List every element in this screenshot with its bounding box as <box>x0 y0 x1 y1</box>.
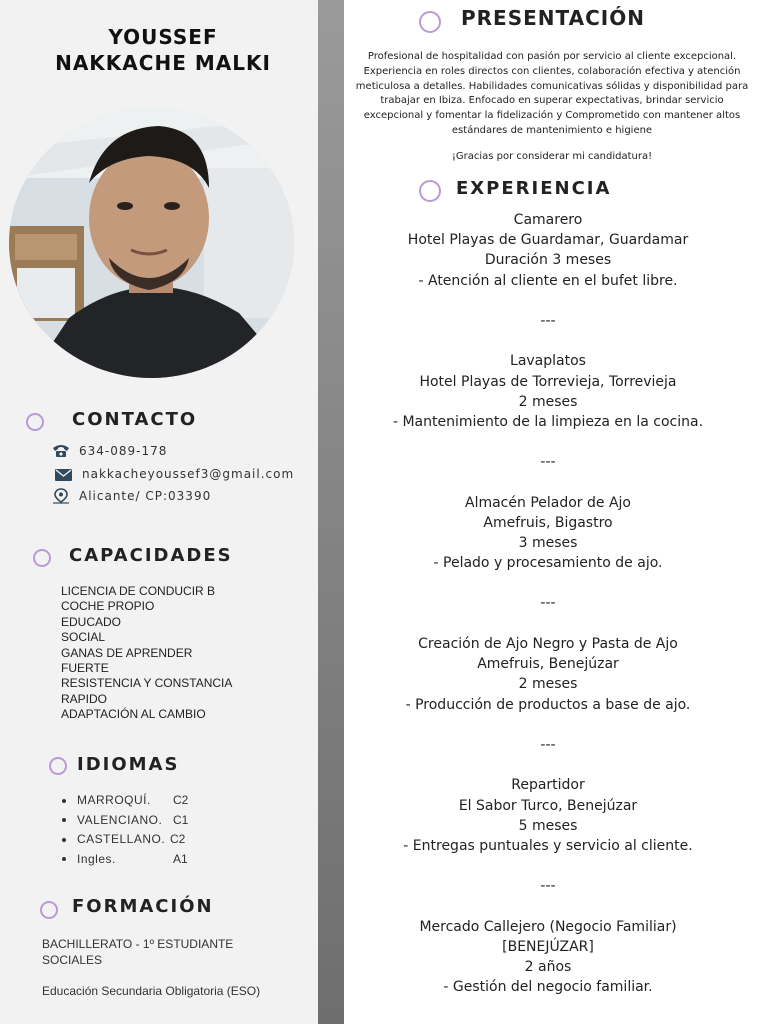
bullet-icon <box>62 799 66 803</box>
job-separator: --- <box>540 454 556 471</box>
name-line-2: NAKKACHE MALKI <box>55 51 271 75</box>
contact-email <box>54 466 294 482</box>
job-separator: --- <box>540 736 556 753</box>
presentation-marker-icon <box>419 11 441 33</box>
job-company: Amefruis, Bigastro <box>483 514 613 531</box>
experience-list <box>354 210 742 997</box>
presentation-heading: PRESENTACIÓN <box>461 6 645 30</box>
job-entry <box>354 634 742 715</box>
job-duration: 5 meses <box>518 817 578 834</box>
job-company: Amefruis, Benejúzar <box>477 656 619 673</box>
experience-heading: EXPERIENCIA <box>456 178 612 199</box>
language-name: Ingles. <box>77 851 116 866</box>
language-level: C2 <box>170 832 186 846</box>
job-description: - Atención al cliente en el bufet libre. <box>418 272 678 289</box>
contact-phone <box>51 443 167 459</box>
language-item <box>62 850 188 870</box>
divider-bar <box>318 0 344 1024</box>
job-duration: Duración 3 meses <box>484 252 612 269</box>
email-address[interactable]: nakkacheyoussef3@gmail.com <box>82 467 295 481</box>
skill-item: LICENCIA DE CONDUCIR B <box>61 584 216 598</box>
language-level: A1 <box>173 851 188 866</box>
job-duration: 2 años <box>524 959 572 976</box>
skill-item: FUERTE <box>61 661 109 676</box>
presentation-text: Profesional de hospitalidad con pasión por servicio al cliente excepcional. Experiencia en roles directos con clientes, colaboración efectiva y atención meticulosa a detalles. Habilidades comunicativas sólidas y disponibilidad para trabajar en Ibiza. Enfocado en superar expectativas, brindar servicio excepcional y fomentar la fidelización y Comprometido con mantener altos estándares de mantenimiento e higiene <box>355 51 749 136</box>
job-duration: 3 meses <box>518 535 578 552</box>
education-heading: FORMACIÓN <box>72 896 214 917</box>
job-entry <box>354 775 742 856</box>
job-entry <box>354 493 742 574</box>
contact-heading: CONTACTO <box>72 409 198 430</box>
profile-photo <box>9 108 294 378</box>
skill-item: RESISTENCIA Y CONSTANCIA <box>61 676 233 691</box>
job-entry <box>354 917 742 998</box>
language-item <box>62 830 188 850</box>
job-description: - Mantenimiento de la limpieza en la cocina. <box>392 413 704 430</box>
job-title: Lavaplatos <box>510 353 586 370</box>
language-item <box>62 791 188 811</box>
language-level: C2 <box>173 793 189 807</box>
skill-item: SOCIAL <box>61 630 106 645</box>
contact-location <box>51 488 211 504</box>
job-description: - Producción de productos a base de ajo. <box>405 696 691 713</box>
envelope-icon <box>54 466 74 482</box>
language-item <box>62 811 188 831</box>
skills-marker-icon <box>33 549 51 567</box>
candidate-name <box>20 24 306 76</box>
skill-item: RAPIDO <box>61 691 108 706</box>
job-entry <box>354 210 742 291</box>
language-name: CASTELLANO. <box>77 832 166 846</box>
education-item-2: Educación Secundaria Obligatoria (ESO) <box>42 984 261 998</box>
job-entry <box>354 351 742 432</box>
job-company: Hotel Playas de Torrevieja, Torrevieja <box>419 373 677 390</box>
job-company: Hotel Playas de Guardamar, Guardamar <box>407 232 689 249</box>
job-title: Camarero <box>513 212 583 228</box>
bullet-icon <box>62 838 66 842</box>
skill-item: COCHE PROPIO <box>61 599 155 614</box>
location-pin-icon <box>51 488 71 504</box>
job-separator: --- <box>540 312 556 329</box>
language-level: C1 <box>173 812 189 827</box>
job-title: Repartidor <box>511 777 585 794</box>
profile-photo-illustration <box>9 108 294 378</box>
presentation-thanks: ¡Gracias por considerar mi candidatura! <box>451 151 653 162</box>
job-description: - Gestión del negocio familiar. <box>443 979 653 996</box>
language-name: MARROQUÍ. <box>77 793 151 807</box>
job-company: El Sabor Turco, Benejúzar <box>458 797 638 814</box>
job-description: - Entregas puntuales y servicio al cliente. <box>403 837 693 854</box>
experience-marker-icon <box>419 180 441 202</box>
skills-list <box>61 584 232 723</box>
job-separator: --- <box>540 878 556 895</box>
skill-item: EDUCADO <box>61 614 122 629</box>
languages-list <box>62 791 188 869</box>
name-line-1: YOUSSEF <box>108 25 218 49</box>
phone-icon <box>51 443 71 459</box>
skill-item: GANAS DE APRENDER <box>61 645 193 660</box>
skill-item: ADAPTACIÓN AL CAMBIO <box>61 707 206 722</box>
phone-number[interactable]: 634-089-178 <box>79 444 168 458</box>
job-description: - Pelado y procesamiento de ajo. <box>433 555 663 572</box>
education-item-1: BACHILLERATO - 1º ESTUDIANTE SOCIALES <box>42 937 234 967</box>
job-separator: --- <box>540 595 556 612</box>
job-duration: 2 meses <box>518 393 578 410</box>
job-title: Mercado Callejero (Negocio Familiar) <box>419 918 677 935</box>
language-name: VALENCIANO. <box>77 812 163 827</box>
job-duration: 2 meses <box>518 676 578 693</box>
job-title: Creación de Ajo Negro y Pasta de Ajo <box>418 636 678 653</box>
contact-marker-icon <box>26 413 44 431</box>
location-text: Alicante/ CP:03390 <box>79 489 212 503</box>
bullet-icon <box>62 818 66 822</box>
job-company: [BENEJÚZAR] <box>502 938 594 955</box>
skills-heading: CAPACIDADES <box>69 545 233 566</box>
job-title: Almacén Pelador de Ajo <box>465 494 631 511</box>
education-marker-icon <box>40 901 58 919</box>
languages-heading: IDIOMAS <box>77 754 180 775</box>
bullet-icon <box>62 857 66 861</box>
languages-marker-icon <box>49 757 67 775</box>
